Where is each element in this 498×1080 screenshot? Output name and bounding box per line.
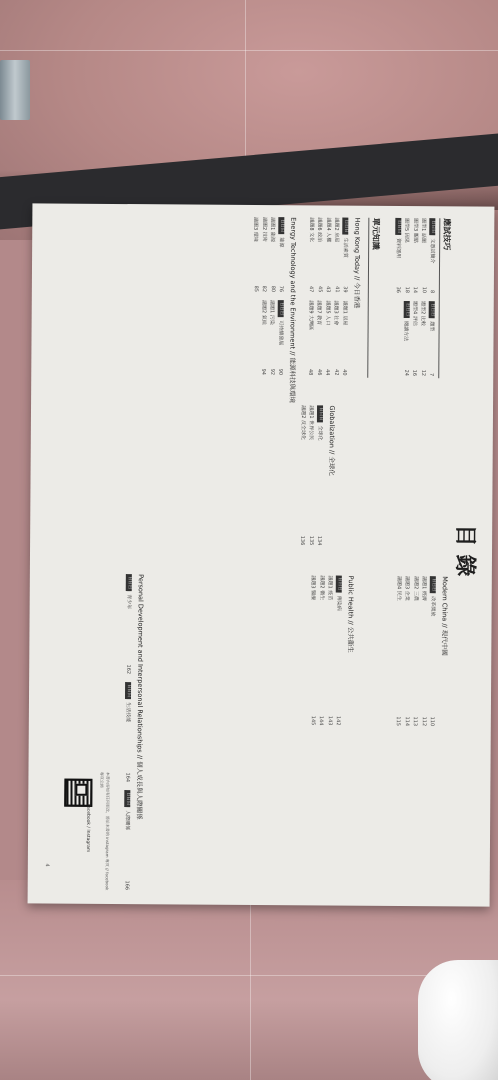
toc-entry[interactable]: 議題7 教育 46 [316,300,323,376]
toc-entry[interactable]: 日日日 人際關係 166 [124,790,132,890]
section-entries [252,217,286,377]
book-page [28,203,495,906]
toc-entry[interactable]: 議題3 企業 114 [403,576,411,727]
toc-entry[interactable]: 日日日 可持續發展 90 [277,300,285,375]
toc-entry[interactable]: 議題2 衞生 144 [318,575,325,726]
toc-entry[interactable]: 議題2 技術 82 [261,216,268,293]
toc-column-3 [309,575,456,736]
toc-entry[interactable]: 議題2 反全球化 136 [299,405,307,546]
toc-entry[interactable]: 日日日 生活素質 39 [342,218,350,293]
section-title: Globalization // 全球化 [327,405,337,476]
section-title: 單元知識 [367,218,381,378]
section-title: Public Health // 公共衞生 [346,575,355,653]
toc-entry[interactable]: 議題8 文化 47 [308,217,315,293]
metal-object [0,60,30,120]
toc-entry[interactable]: 議題1 污染 92 [269,300,276,376]
tile-grout [0,50,498,51]
toc-entry[interactable]: 題型3 觀點 14 [412,218,419,294]
tile-grout [250,880,251,1080]
toc-entry[interactable]: 日日日 生活技能 164 [124,682,132,782]
toc-entry[interactable]: 日日日 能源 76 [278,217,286,292]
toc-entry[interactable]: 議題1 居屋 40 [341,300,348,376]
toc-column-2 [299,405,457,556]
toc-entry[interactable]: 議題5 人口 44 [324,300,331,376]
section-entries [299,405,324,555]
toc-column-1 [252,216,459,404]
section-entries [394,218,436,378]
tile-grout [0,975,498,976]
section-entries [307,217,349,377]
toc-entry[interactable]: 題型5 因果 18 [403,217,410,294]
toc-entry[interactable]: 議題2 氣候 94 [260,299,267,376]
toc-entry[interactable]: 題型4 評估 16 [411,301,418,377]
toc-entry[interactable]: 議題4 人權 43 [325,217,332,293]
toc-entry[interactable]: 議題1 世界公民 135 [308,405,315,546]
toc-entry[interactable]: 日日日 改革開放 110 [429,576,437,726]
toc-entry[interactable]: 議題1 經濟 112 [420,576,428,727]
section-entries [395,576,437,736]
toc-entry[interactable]: 日日日 文憑試簡介 8 [429,218,437,293]
toc-entry[interactable]: 日日日 青少年 162 [125,574,133,674]
toc-entry[interactable]: 議題2 房屋 41 [333,217,340,293]
toc-entry[interactable]: 日日日 題型 7 [428,301,436,376]
toc-entry[interactable]: 日日日 傳染病 142 [335,576,343,726]
toc-bottom-section [124,574,152,894]
toc-entry[interactable]: 議題3 醫療 145 [309,575,317,726]
toc-title: 目錄 [451,524,478,585]
toc-entry[interactable]: 日日日 閱讀方法 24 [403,301,411,376]
toc-entry[interactable]: 日日日 資料運用 36 [395,218,403,293]
page-number: 4 [43,863,50,867]
toc-entry[interactable]: 議題9 大灣區 48 [307,300,314,376]
toc-entry[interactable]: 議題6 政治 45 [316,217,323,293]
qr-code-icon[interactable] [64,779,92,807]
section-entries [309,575,343,735]
section-title: Hong Kong Today // 今日香港 [352,217,362,309]
toc-entry[interactable]: 議題3 環境 85 [252,216,259,292]
section-title: 應試技巧 [438,218,452,378]
white-cup [418,960,498,1080]
section-title: Personal Development and Interpersonal Relationships // 個人成長與人際關係 [135,574,145,820]
toc-entry[interactable]: 題型2 比較 12 [420,301,427,377]
toc-entry[interactable]: 議題1 疫苗 143 [326,575,334,726]
section-entries [124,574,133,894]
toc-entry[interactable]: 議題1 能源 80 [269,217,276,293]
toc-entry[interactable]: 題型1 話題 10 [420,218,427,294]
qr-label: Facebook / Instagram [84,803,91,853]
toc-entry[interactable]: 議題2 三農 113 [412,576,419,727]
footnote: 本書內容如有任何更改，將於本書的 instagram 專頁 // facebook 專頁公佈 [99,771,111,891]
toc-entry[interactable]: 議題3 社會 42 [333,300,340,376]
section-title: Energy Technology and the Environment // 能源科技與環境 [288,217,298,404]
toc-page-rotated [28,203,495,906]
toc-entry[interactable]: 日日日 全球化 134 [316,405,324,545]
section-title: Modern China // 現代中國 [440,576,449,656]
toc-entry[interactable]: 議題4 民生 115 [395,575,402,726]
